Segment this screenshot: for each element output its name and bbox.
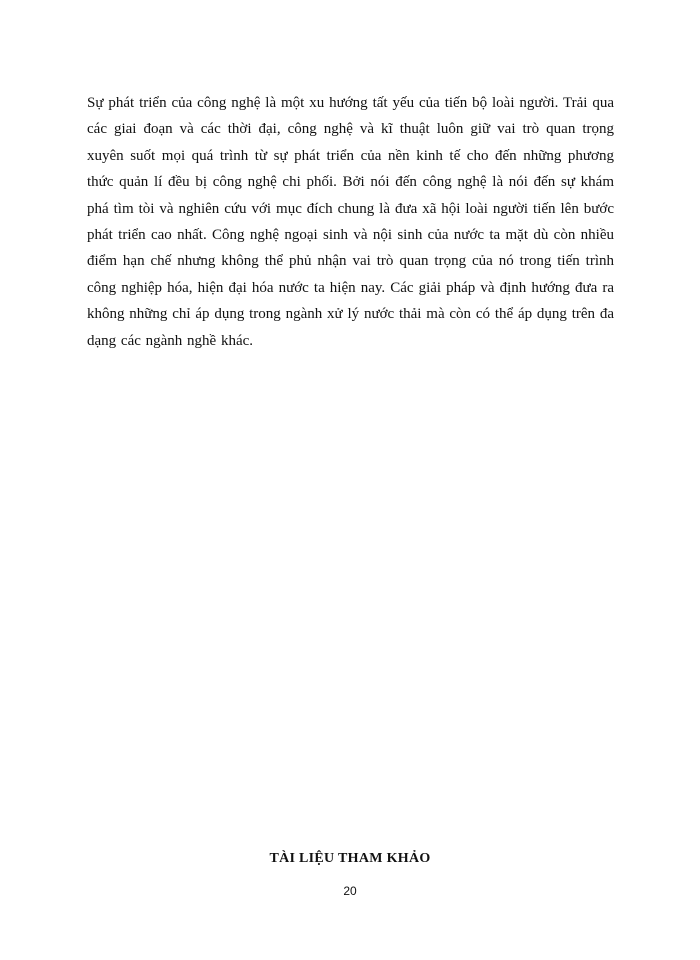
references-heading: TÀI LIỆU THAM KHẢO: [269, 851, 431, 866]
body-paragraph: Sự phát triển của công nghệ là một xu hướng tất yếu của tiến bộ loài người. Trải qua các giai đoạn và các thời đại, công nghệ và kĩ thuật luôn giữ vai trò quan trọng xuyên suốt mọi quá trình từ sự phát triển của nền kinh tế cho đến những phương thức quản lí đều bị công nghệ chi phối. Bởi nói đến công nghệ là nói đến sự khám phá tìm tòi và nghiên cứu với mục đích chung là đưa xã hội loài người tiến lên bước phát triển cao nhất. Công nghệ ngoại sinh và nội sinh của nước ta mặt dù còn nhiều điểm hạn chế nhưng không thể phủ nhận vai trò quan trọng của nó trong tiến trình công nghiệp hóa, hiện đại hóa nước ta hiện nay. Các giải pháp và định hướng đưa ra không những chỉ áp dụng trong ngành xử lý nước thải mà còn có thể áp dụng trên đa dạng các ngành nghề khác.: [87, 95, 614, 349]
page-number: 20: [343, 884, 357, 898]
